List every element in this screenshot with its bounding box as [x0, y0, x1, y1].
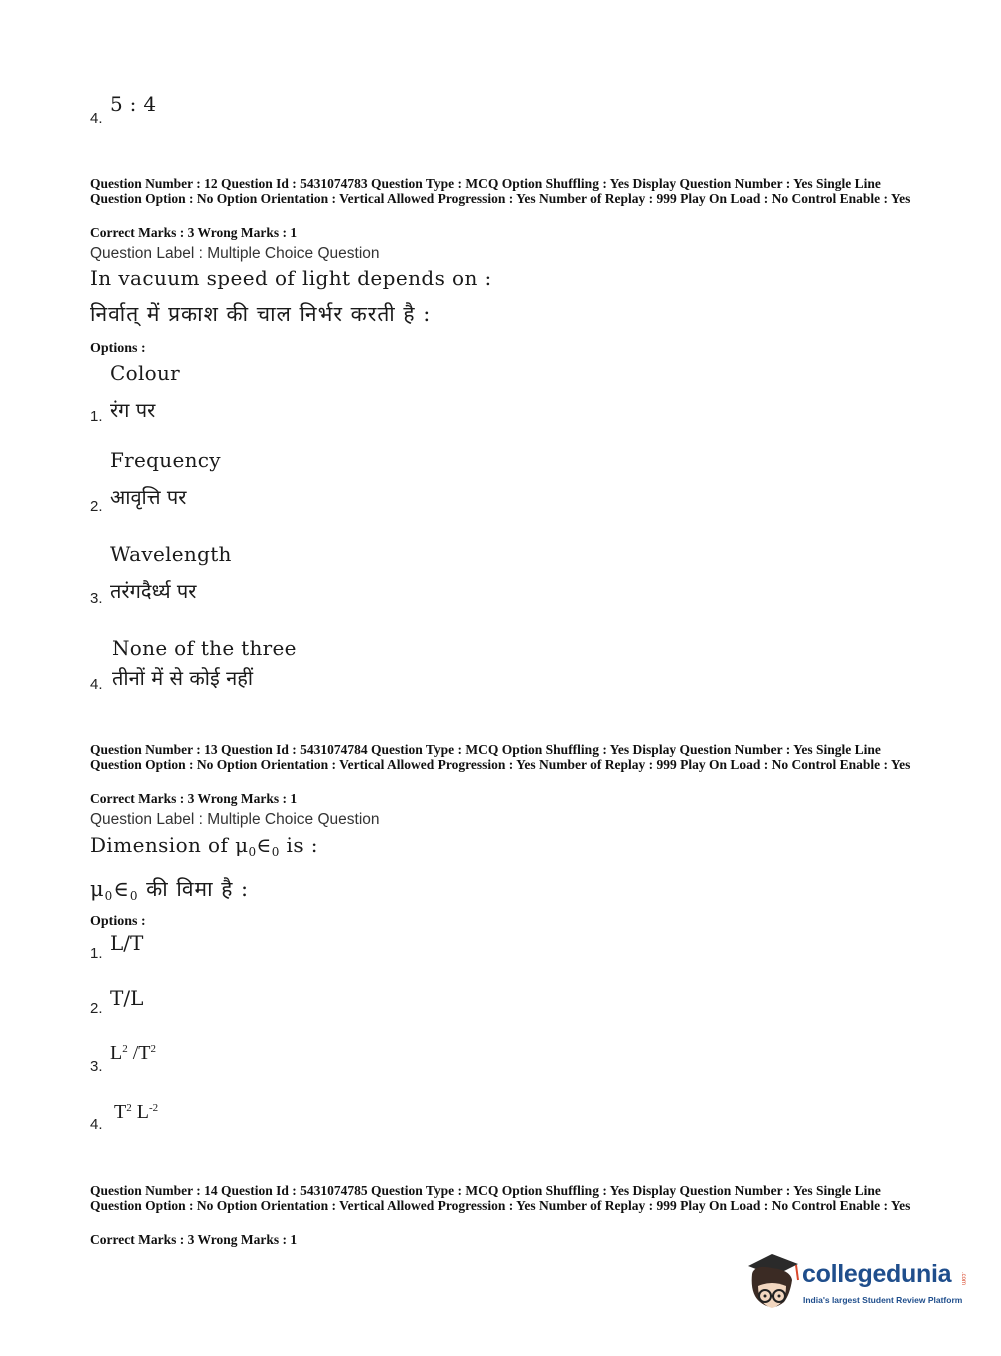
question-marks: Correct Marks : 3 Wrong Marks : 1: [90, 791, 298, 806]
mu-symbol: μ: [235, 833, 249, 857]
option-text: 5 : 4: [110, 92, 157, 116]
logo-tagline: India's largest Student Review Platform: [803, 1295, 963, 1305]
question-label: Question Label : Multiple Choice Question: [90, 245, 380, 262]
question-meta: Question Number : 13 Question Id : 5431074784 Question Type : MCQ Option Shuffling : Yes Display Question Number : Yes Single Line Question Option : No Option Orientation : Vertical Allowed Progression : Yes Number of Replay : 999 Play On Load : No Control Enable : Yes: [90, 742, 911, 772]
question-text-hindi: [90, 875, 249, 903]
question-text-suffix: is :: [279, 833, 318, 857]
logo-wordmark: collegedunia: [802, 1260, 952, 1288]
option-number: 3.: [90, 590, 103, 607]
options-header: Options :: [90, 914, 146, 929]
epsilon-symbol: ∈: [256, 833, 272, 857]
option-text-hindi: रंग पर: [110, 398, 156, 422]
collegedunia-logo: [740, 1250, 970, 1320]
option-base: L: [131, 1101, 149, 1123]
option-text: [110, 1042, 156, 1065]
question-text-english: In vacuum speed of light depends on :: [90, 266, 492, 290]
option-text-english: Colour: [110, 361, 181, 385]
option-text-hindi: तरंगदैर्ध्य पर: [110, 579, 197, 603]
option-exponent: 2: [122, 1043, 128, 1055]
question-meta: Question Number : 14 Question Id : 5431074785 Question Type : MCQ Option Shuffling : Yes Display Question Number : Yes Single Line Question Option : No Option Orientation : Vertical Allowed Progression : Yes Number of Replay : 999 Play On Load : No Control Enable : Yes: [90, 1183, 911, 1213]
question-marks: Correct Marks : 3 Wrong Marks : 1: [90, 225, 298, 240]
option-base: T: [114, 1101, 127, 1123]
option-number: 3.: [90, 1058, 103, 1075]
mascot-icon: [740, 1250, 804, 1318]
subscript-zero: 0: [129, 889, 139, 903]
question-text-prefix: Dimension of: [90, 833, 236, 857]
subscript-zero: 0: [104, 889, 114, 903]
option-base: L: [110, 1042, 123, 1064]
option-exponent: 2: [126, 1102, 132, 1114]
option-text-hindi: तीनों में से कोई नहीं: [112, 666, 254, 690]
question-meta: Question Number : 12 Question Id : 5431074783 Question Type : MCQ Option Shuffling : Yes Display Question Number : Yes Single Line Question Option : No Option Orientation : Vertical Allowed Progression : Yes Number of Replay : 999 Play On Load : No Control Enable : Yes: [90, 176, 911, 206]
option-text: L/T: [110, 931, 144, 955]
subscript-zero: 0: [271, 845, 280, 859]
option-number: 1.: [90, 408, 103, 425]
option-text: T/L: [110, 986, 144, 1010]
question-text-hindi: निर्वात् में प्रकाश की चाल निर्भर करती है :: [90, 302, 432, 326]
option-number: 4.: [90, 1116, 103, 1133]
option-text: [114, 1101, 158, 1124]
question-text-english: [90, 833, 318, 859]
option-text-hindi: आवृत्ति पर: [110, 485, 187, 509]
option-number: 4.: [90, 110, 103, 127]
option-base: /T: [127, 1042, 151, 1064]
option-text-english: Frequency: [110, 448, 221, 472]
option-number: 2.: [90, 498, 103, 515]
question-label: Question Label : Multiple Choice Question: [90, 811, 380, 828]
question-text-hindi-suffix: की विमा है :: [146, 877, 250, 901]
option-text-english: Wavelength: [110, 542, 232, 566]
option-number: 2.: [90, 1000, 103, 1017]
mu-symbol: μ: [90, 877, 105, 901]
option-exponent: 2: [150, 1043, 156, 1055]
option-number: 4.: [90, 676, 103, 693]
option-number: 1.: [90, 945, 103, 962]
subscript-zero: 0: [248, 845, 257, 859]
option-text-english: None of the three: [112, 636, 297, 660]
logo-com-suffix: .com: [960, 1272, 966, 1286]
question-marks: Correct Marks : 3 Wrong Marks : 1: [90, 1232, 298, 1247]
options-header: Options :: [90, 341, 146, 356]
option-exponent: -2: [148, 1102, 159, 1114]
epsilon-symbol: ∈: [113, 877, 130, 901]
